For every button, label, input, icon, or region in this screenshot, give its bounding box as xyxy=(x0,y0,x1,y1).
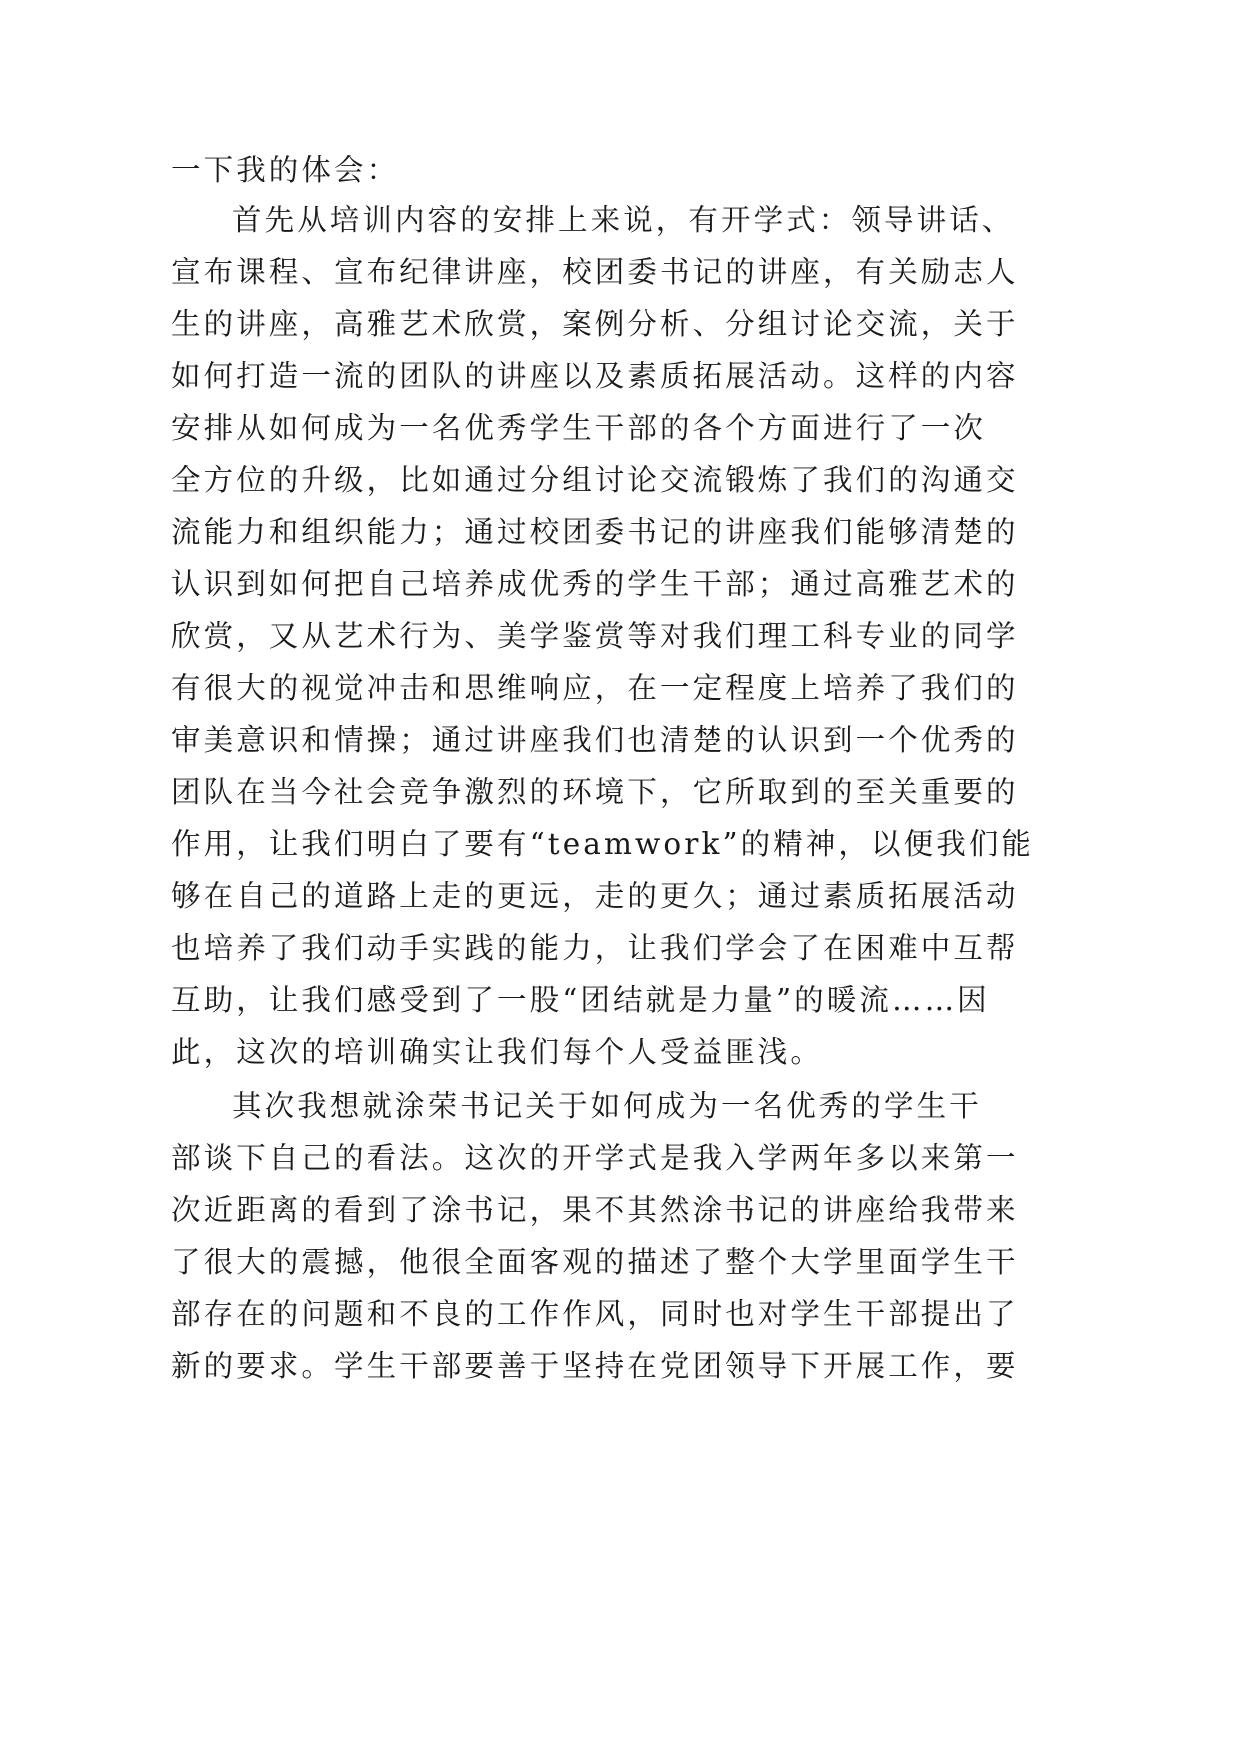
text-line-19: 其次我想就涂荣书记关于如何成为一名优秀的学生干 xyxy=(232,1089,982,1123)
text-line-12: 审美意识和情操；通过讲座我们也清楚的认识到一个优秀的 xyxy=(171,723,1019,757)
text-line-2: 首先从培训内容的安排上来说，有开学式：领导讲话、 xyxy=(232,203,1015,237)
text-line-14: 作用，让我们明白了要有“teamwork”的精神，以便我们能 xyxy=(171,827,1035,861)
text-line-18: 此，这次的培训确实让我们每个人受益匪浅。 xyxy=(171,1035,824,1069)
text-line-9: 认识到如何把自己培养成优秀的学生干部；通过高雅艺术的 xyxy=(171,567,1019,601)
text-line-22: 了很大的震撼，他很全面客观的描述了整个大学里面学生干 xyxy=(171,1245,1019,1279)
text-line-16: 也培养了我们动手实践的能力，让我们学会了在困难中互帮 xyxy=(171,931,1019,965)
text-line-23: 部存在的问题和不良的工作作风，同时也对学生干部提出了 xyxy=(171,1297,1019,1331)
text-line-3: 宣布课程、宣布纪律讲座，校团委书记的讲座，有关励志人 xyxy=(171,255,1019,289)
text-line-17: 互助，让我们感受到了一股“团结就是力量”的暖流……因 xyxy=(171,983,990,1017)
text-line-13: 团队在当今社会竞争激烈的环境下，它所取到的至关重要的 xyxy=(171,775,1019,809)
text-line-10: 欣赏，又从艺术行为、美学鉴赏等对我们理工科专业的同学 xyxy=(171,619,1019,653)
text-line-5: 如何打造一流的团队的讲座以及素质拓展活动。这样的内容 xyxy=(171,359,1019,393)
text-line-8: 流能力和组织能力；通过校团委书记的讲座我们能够清楚的 xyxy=(171,515,1019,549)
text-line-24: 新的要求。学生干部要善于坚持在党团领导下开展工作，要 xyxy=(171,1349,1019,1383)
text-line-11: 有很大的视觉冲击和思维响应，在一定程度上培养了我们的 xyxy=(171,671,1019,705)
text-line-1: 一下我的体会： xyxy=(171,153,400,187)
text-line-4: 生的讲座，高雅艺术欣赏，案例分析、分组讨论交流，关于 xyxy=(171,307,1019,341)
text-line-7: 全方位的升级，比如通过分组讨论交流锻炼了我们的沟通交 xyxy=(171,463,1019,497)
text-line-15: 够在自己的道路上走的更远，走的更久；通过素质拓展活动 xyxy=(171,879,1019,913)
text-line-6: 安排从如何成为一名优秀学生干部的各个方面进行了一次 xyxy=(171,411,987,445)
text-line-21: 次近距离的看到了涂书记，果不其然涂书记的讲座给我带来 xyxy=(171,1193,1019,1227)
text-line-20: 部谈下自己的看法。这次的开学式是我入学两年多以来第一 xyxy=(171,1141,1019,1175)
